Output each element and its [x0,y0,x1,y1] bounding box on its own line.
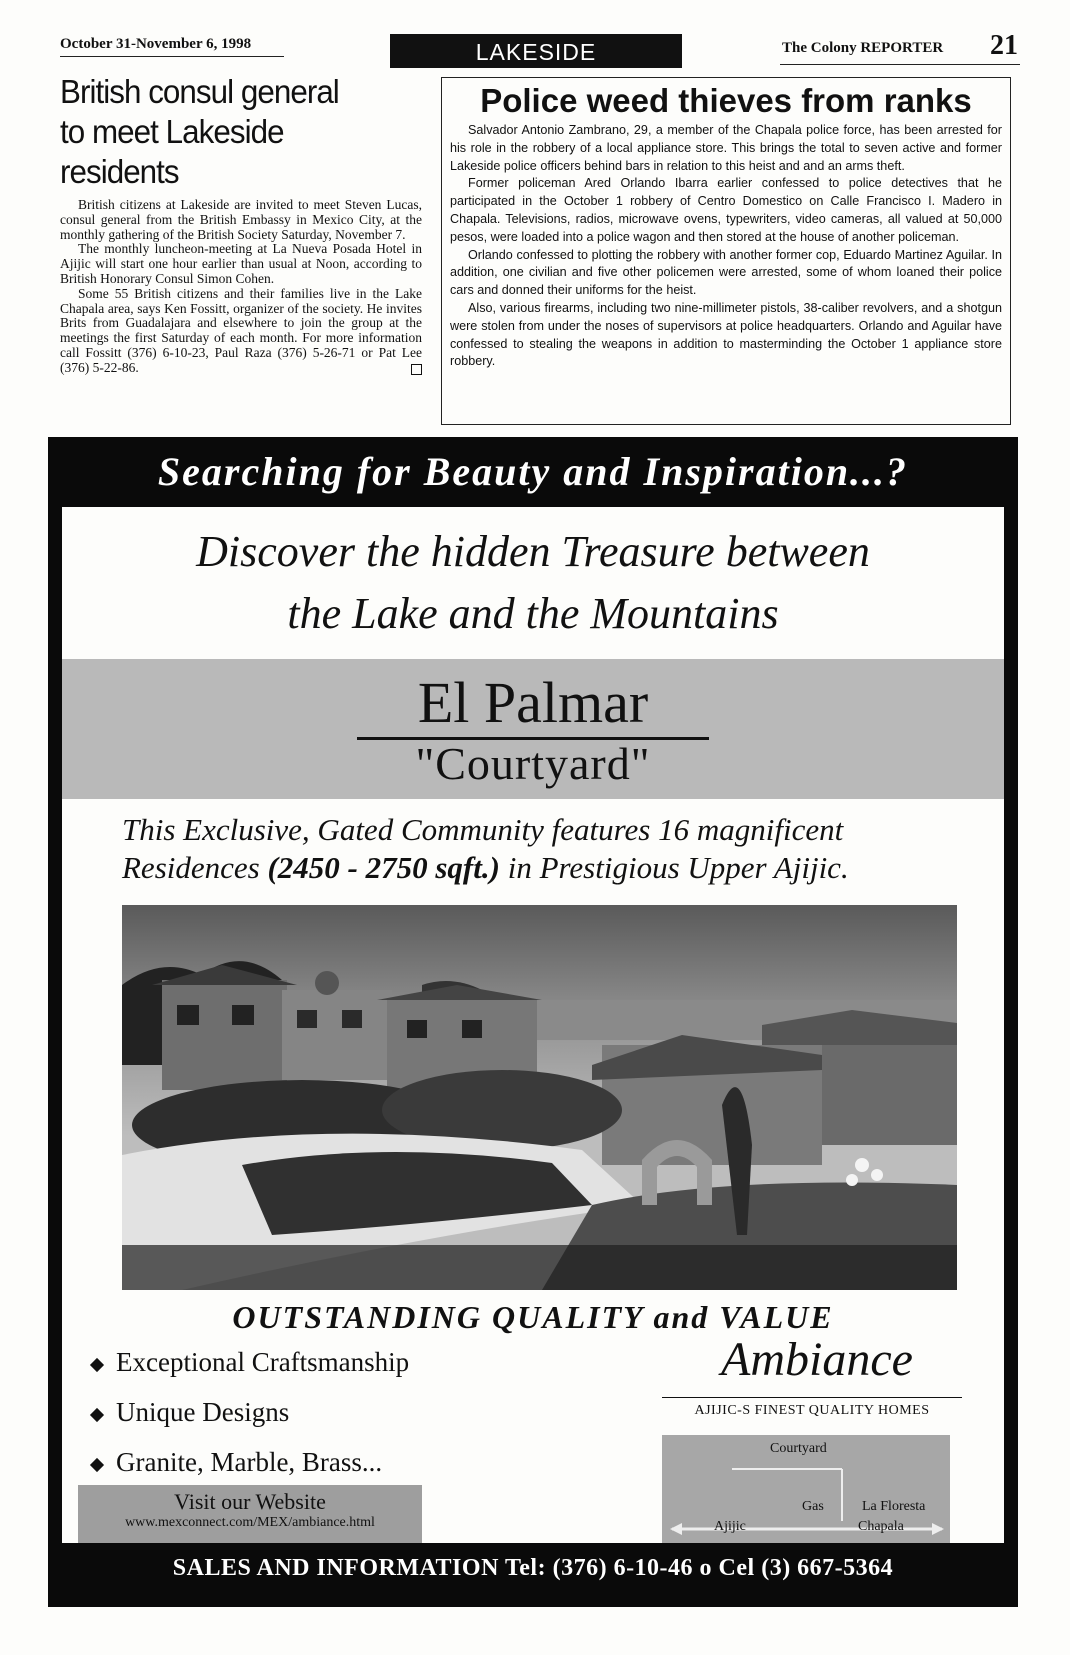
feature-item [92,1337,572,1387]
section-banner: LAKESIDE [390,34,682,68]
police-paragraph: Also, various firearms, including two nine-millimeter pistols, 38-caliber revolvers, and a shotgun were stolen from under the noses of supervisors at police headquarters. Orlando and Aguilar have confessed to stealing the weapons in addition to masterminding the October 1 appliance store robbery. [450,300,1002,369]
discover-tagline [62,521,1004,645]
police-headline: Police weed thieves from ranks [480,82,972,119]
police-article [441,77,1011,425]
ambiance-logo: Ambiance [721,1333,913,1386]
ad-banner: Searching for Beauty and Inspiration...? [157,449,909,494]
diamond-bullet-icon [90,1408,104,1422]
sales-contact-bar: SALES AND INFORMATION Tel: (376) 6-10-46 o Cel (3) 667-5364 [172,1555,894,1581]
consul-paragraph: The monthly luncheon-meeting at La Nueva Posada Hotel in Ajijic will start one hour earlier than usual at Noon, according to British Honorary Consul Simon Cohen. [60,241,422,286]
consul-paragraph-text: Some 55 British citizens and their families live in the Lake Chapala area, says Ken Fossitt, organizer of the society. He invites Brits from Guadalajara and elsewhere to join the group at the meetings the first Saturday of each month. For more information call Fossitt (376) 6-10-23, Paul Raza (376) 5-26-71 or Pat Lee (376) 5-22-86. [60,285,422,375]
map-label-ajijic: Ajijic [714,1519,746,1534]
page-number: 21 [990,30,1018,61]
feature-item [92,1437,572,1487]
masthead-right-rule [780,64,1020,65]
el-palmar-advertisement [48,437,1018,1607]
ambiance-divider [662,1397,962,1398]
discover-line2: the Lake and the Mountains [287,589,779,638]
masthead-date: October 31-November 6, 1998 [60,36,252,52]
development-subname: "Courtyard" [415,738,651,789]
development-name: El Palmar [417,670,649,735]
consul-article [60,72,422,376]
consul-headline-line1: British consul general [60,73,339,110]
map-label-chapala: Chapala [858,1519,904,1534]
map-label-la-floresta: La Floresta [862,1499,926,1514]
consul-paragraph: British citizens at Lakeside are invited to meet Steven Lucas, consul general from the British Embassy in Mexico City, at the monthly gathering of the British Society Saturday, November 7. [60,197,422,242]
website-title: Visit our Website [174,1489,326,1514]
website-box [78,1485,422,1543]
courtyard-photo [122,905,957,1290]
description-line1: This Exclusive, Gated Community features 16 magnificent [122,812,844,847]
location-map [662,1435,950,1543]
ad-content [62,507,1004,1543]
diamond-bullet-icon [90,1358,104,1372]
consul-headline-line2: to meet Lakeside residents [60,113,284,190]
end-mark-icon [411,364,422,375]
description-line2-pre: Residences [122,850,260,885]
diamond-bullet-icon [90,1458,104,1472]
description-line2-post: in Prestigious Upper Ajijic. [507,850,849,885]
map-label-courtyard: Courtyard [770,1441,827,1456]
feature-label: Exceptional Craftsmanship [116,1347,410,1377]
palmar-title-band [62,659,1004,799]
square-footage: (2450 - 2750 sqft.) [267,850,500,885]
discover-line1: Discover the hidden Treasure between [196,527,870,576]
ambiance-tagline: AJIJIC-S FINEST QUALITY HOMES [694,1403,930,1418]
feature-item [92,1387,572,1437]
police-paragraph: Former policeman Ared Orlando Ibarra earlier confessed to police detectives that he participated in the October 1 robbery of Centro Domestico on Calle Francisco I. Madero in Chapala. Televisions, radios, microwave ovens, typewriters, video cameras, all valued at 50,000 pesos, were loaded into a police wagon and then stored at the house of another policeman. [450,176,1002,244]
feature-label: Granite, Marble, Brass... [116,1447,383,1477]
police-body [450,122,1002,371]
consul-paragraph [60,287,422,376]
police-paragraph: Orlando confessed to plotting the robbery with another former cop, Eduardo Martinez Aguilar. In addition, one civilian and five other policemen were arrested, some of whom loaned their police cars and donned their uniforms for the heist. [450,247,1002,298]
feature-label: Unique Designs [116,1397,290,1427]
masthead-date-rule [60,56,284,57]
website-url: www.mexconnect.com/MEX/ambiance.html [125,1515,375,1530]
police-paragraph: Salvador Antonio Zambrano, 29, a member of the Chapala police force, has been arrested for his role in the robbery of a local appliance store. This brings the total to seven active and former Lakeside police officers behind bars in relation to this heist and and an arms theft. [450,123,1002,173]
newspaper-name: The Colony REPORTER [782,40,944,56]
quality-slogan: OUTSTANDING QUALITY and VALUE [232,1299,834,1335]
features-list [92,1337,572,1487]
community-description [122,811,962,887]
consul-headline [60,72,404,192]
courtyard-photo-image [122,905,957,1290]
map-label-gas: Gas [802,1499,824,1514]
consul-body [60,198,422,376]
